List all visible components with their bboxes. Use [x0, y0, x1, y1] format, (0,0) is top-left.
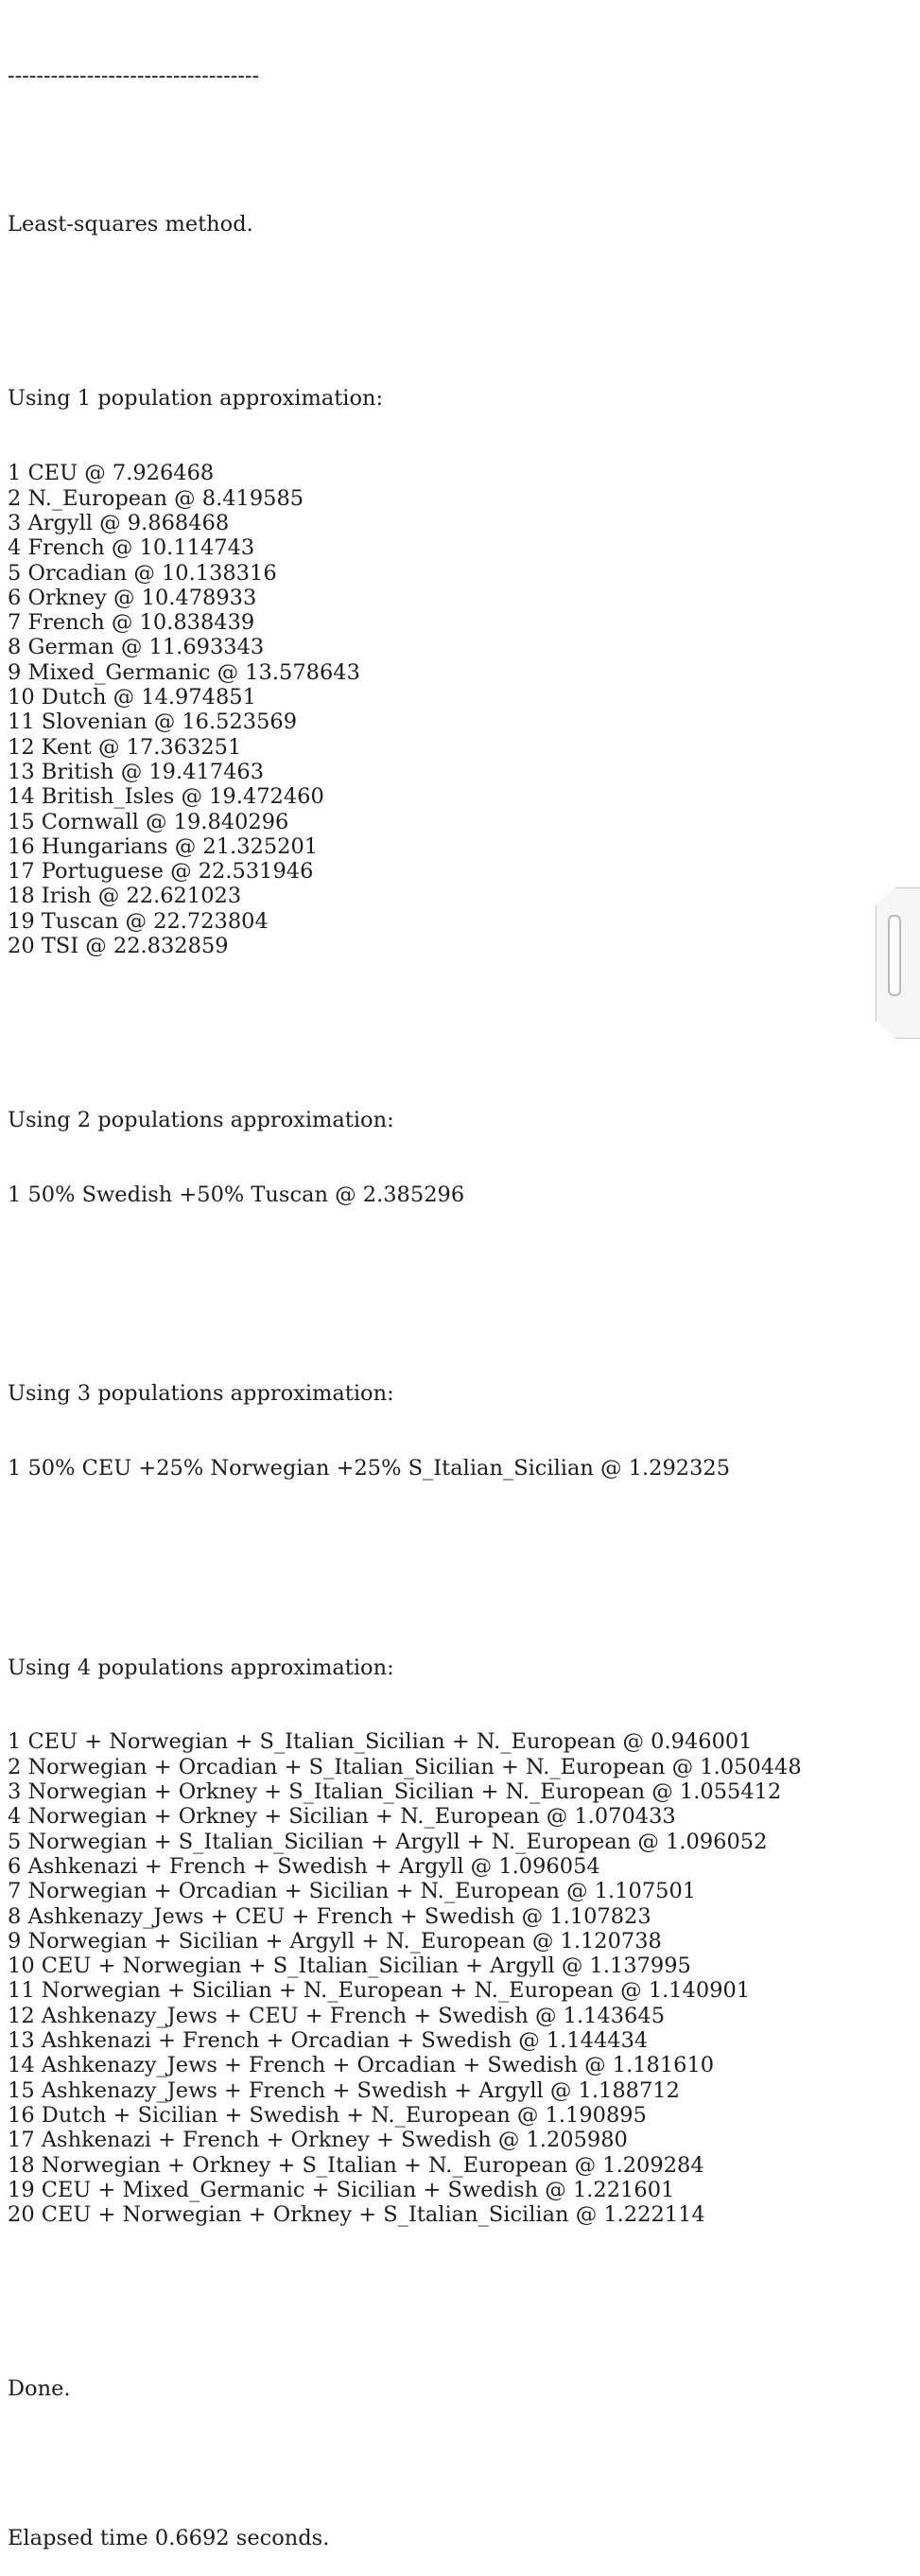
result-row: 1 CEU @ 7.926468 — [8, 461, 215, 486]
four-population-heading: Using 4 populations approximation: — [8, 1655, 394, 1680]
result-row: 12 Kent @ 17.363251 — [8, 734, 242, 760]
result-row: 14 Ashkenazy_Jews + French + Orcadian + Swedish @ 1.181610 — [8, 2053, 715, 2078]
result-row: 7 French @ 10.838439 — [8, 610, 255, 636]
result-row: 14 British_Isles @ 19.472460 — [8, 784, 324, 810]
separator-line: ----------------------------------- — [8, 62, 260, 88]
result-row: 1 CEU + Norwegian + S_Italian_Sicilian + N._European @ 0.946001 — [8, 1729, 753, 1755]
result-row: 6 Orkney @ 10.478933 — [8, 585, 257, 610]
result-row: 18 Norwegian + Orkney + S_Italian + N._European @ 1.209284 — [8, 2152, 704, 2178]
result-row: 8 German @ 11.693343 — [8, 635, 265, 660]
done-label: Done. — [8, 2376, 71, 2402]
result-row: 3 Norwegian + Orkney + S_Italian_Sicilian + N._European @ 1.055412 — [8, 1779, 782, 1805]
result-row: 20 CEU + Norwegian + Orkney + S_Italian_Sicilian @ 1.222114 — [8, 2202, 705, 2228]
result-row: 9 Norwegian + Sicilian + Argyll + N._European @ 1.120738 — [8, 1928, 662, 1954]
single-population-heading: Using 1 population approximation: — [8, 386, 384, 412]
result-row: 11 Norwegian + Sicilian + N._European + N._European @ 1.140901 — [8, 1978, 751, 2004]
result-row: 3 Argyll @ 9.868468 — [8, 510, 230, 535]
result-row: 9 Mixed_Germanic @ 13.578643 — [8, 659, 360, 685]
result-row: 2 N._European @ 8.419585 — [8, 485, 304, 511]
edge-panel-handle[interactable] — [876, 887, 920, 1039]
result-row: 5 Orcadian @ 10.138316 — [8, 560, 277, 586]
result-row: 2 Norwegian + Orcadian + S_Italian_Sicilian + N._European @ 1.050448 — [8, 1754, 802, 1779]
four-population-list — [8, 1729, 859, 2227]
result-row: 1 50% CEU +25% Norwegian +25% S_Italian_Sicilian @ 1.292325 — [8, 1456, 731, 1481]
result-row: 12 Ashkenazy_Jews + CEU + French + Swedish @ 1.143645 — [8, 2003, 666, 2028]
result-row: 5 Norwegian + S_Italian_Sicilian + Argyll + N._European @ 1.096052 — [8, 1829, 768, 1854]
result-row: 19 Tuscan @ 22.723804 — [8, 908, 269, 934]
three-population-list — [8, 1456, 859, 1481]
result-row: 16 Dutch + Sicilian + Swedish + N._European @ 1.190895 — [8, 2102, 647, 2128]
grip-icon — [888, 915, 901, 996]
result-row: 10 CEU + Norwegian + S_Italian_Sicilian + Argyll @ 1.137995 — [8, 1954, 691, 1979]
result-row: 15 Ashkenazy_Jews + French + Swedish + Argyll @ 1.188712 — [8, 2077, 680, 2103]
result-row: 8 Ashkenazy_Jews + CEU + French + Swedish @ 1.107823 — [8, 1903, 651, 1929]
three-population-heading: Using 3 populations approximation: — [8, 1381, 394, 1407]
result-row: 1 50% Swedish +50% Tuscan @ 2.385296 — [8, 1182, 465, 1207]
result-row: 18 Irish @ 22.621023 — [8, 884, 242, 909]
result-row: 4 French @ 10.114743 — [8, 535, 255, 561]
result-row: 4 Norwegian + Orkney + Sicilian + N._European @ 1.070433 — [8, 1804, 676, 1830]
single-population-list — [8, 461, 859, 958]
result-row: 13 Ashkenazi + French + Orcadian + Swedish @ 1.144434 — [8, 2028, 649, 2054]
result-row: 17 Ashkenazi + French + Orkney + Swedish @ 1.205980 — [8, 2128, 628, 2153]
result-row: 13 British @ 19.417463 — [8, 759, 265, 784]
result-row: 11 Slovenian @ 16.523569 — [8, 710, 298, 735]
method-label: Least-squares method. — [8, 212, 253, 237]
result-row: 6 Ashkenazi + French + Swedish + Argyll @ 1.096054 — [8, 1853, 600, 1879]
two-population-list — [8, 1183, 859, 1207]
result-row: 19 CEU + Mixed_Germanic + Sicilian + Swedish @ 1.221601 — [8, 2177, 675, 2202]
result-row: 15 Cornwall @ 19.840296 — [8, 809, 289, 834]
result-row: 7 Norwegian + Orcadian + Sicilian + N._European @ 1.107501 — [8, 1879, 697, 1904]
two-population-heading: Using 2 populations approximation: — [8, 1108, 394, 1133]
result-row: 20 TSI @ 22.832859 — [8, 933, 229, 958]
result-row: 16 Hungarians @ 21.325201 — [8, 833, 319, 859]
console-output — [8, 13, 859, 2576]
elapsed-time-label: Elapsed time 0.6692 seconds. — [8, 2525, 330, 2550]
result-row: 10 Dutch @ 14.974851 — [8, 685, 256, 710]
result-row: 17 Portuguese @ 22.531946 — [8, 859, 314, 885]
